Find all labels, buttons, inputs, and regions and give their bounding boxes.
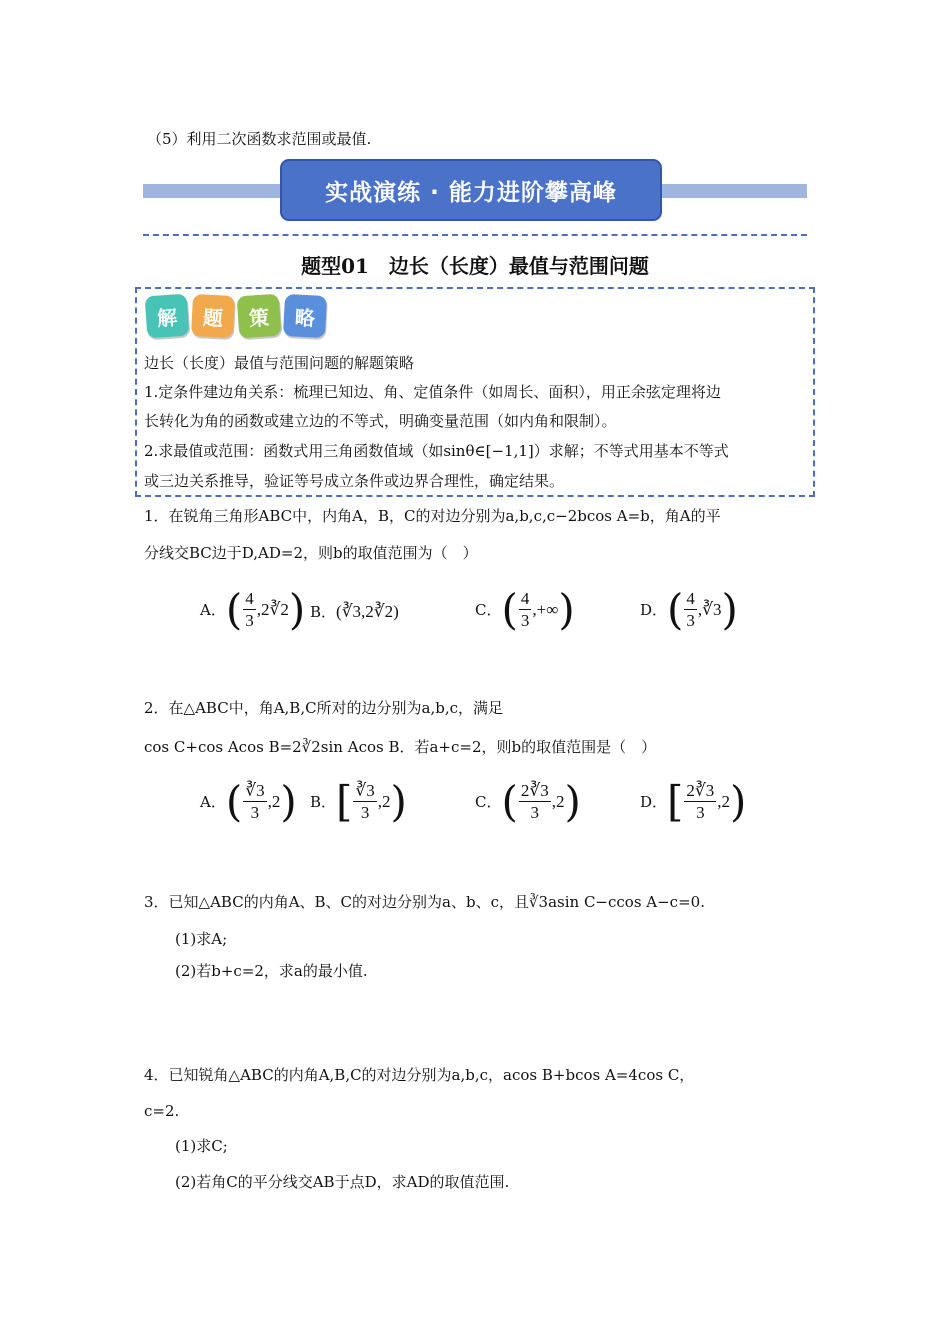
numerator: 2∛3 (520, 781, 549, 800)
right-paren: ) (280, 776, 297, 826)
banner-title: 实战演练 · 能力进阶攀高峰 (325, 179, 617, 206)
option-text: (∛3,2∛2) (336, 601, 399, 621)
numerator: 4 (686, 589, 695, 608)
q2-option-a[interactable] (200, 776, 297, 826)
option-right: ,2∛2 (256, 599, 289, 619)
numerator: 4 (520, 589, 530, 608)
q3-stem: 3．已知△ABC的内角A、B、C的对边分别为a、b、c，且∛3asin C−ccos A−c=0. (144, 893, 705, 911)
q2-option-b[interactable] (310, 776, 407, 826)
option-label: D． (640, 793, 668, 811)
strategy-badge-2: 题 (191, 294, 235, 338)
q2-stem-line2: cos C+cos Acos B=2∛2sin Acos B．若a+c=2，则b的取值范围是（ ） (144, 738, 657, 756)
q1-option-b[interactable] (310, 601, 399, 622)
numerator: 4 (245, 589, 254, 608)
section-title: 题型01 边长（长度）最值与范围问题 (301, 254, 649, 278)
fraction (353, 780, 376, 823)
strategy-line-2a: 2.求最值或范围：函数式用三角函数值域（如sinθ∈[−1,1]）求解；不等式用基本不等式 (144, 442, 729, 460)
option-right: ,2 (267, 791, 281, 811)
fraction (519, 780, 551, 823)
fraction (684, 780, 716, 823)
fraction (243, 588, 256, 631)
numerator: ∛3 (245, 781, 265, 800)
right-paren: ) (730, 776, 747, 826)
right-paren: ) (721, 584, 738, 634)
right-paren: ) (288, 584, 306, 634)
strategy-line-1a: 1.定条件建边角关系：梳理已知边、角、定值条件（如周长、面积），用正余弦定理将边 (144, 383, 721, 401)
strategy-badge-1: 解 (145, 294, 190, 339)
q1-option-c[interactable] (475, 584, 575, 634)
q2-option-c[interactable] (475, 776, 581, 826)
denominator: 3 (250, 803, 260, 822)
denominator: 3 (686, 611, 695, 630)
q3-part-1: (1)求A; (175, 930, 228, 948)
option-right: ,2 (551, 791, 565, 811)
numerator: ∛3 (355, 781, 375, 800)
top-note: （5）利用二次函数求范围或最值. (147, 130, 372, 148)
option-right: ,+∞ (532, 599, 559, 619)
option-label: B． (310, 793, 337, 811)
q3-part-2: (2)若b+c=2，求a的最小值. (175, 962, 368, 980)
option-right: ,2 (717, 791, 731, 811)
denominator: 3 (520, 611, 530, 630)
option-label: B． (310, 603, 337, 621)
left-paren: ( (667, 584, 684, 634)
option-label: C． (475, 793, 502, 811)
banner (280, 159, 662, 221)
q1-stem-line2: 分线交BC边于D,AD=2，则b的取值范围为（ ） (144, 544, 478, 562)
q4-part-2: (2)若角C的平分线交AB于点D，求AD的取值范围. (175, 1173, 510, 1191)
fraction (519, 588, 532, 631)
section-divider (143, 234, 807, 236)
q1-option-d[interactable] (640, 584, 738, 634)
left-paren: ( (225, 584, 243, 634)
option-right: ,∛3 (697, 599, 722, 619)
denominator: 3 (696, 803, 705, 822)
q4-stem-line2: c=2. (144, 1102, 180, 1120)
right-paren: ) (390, 776, 407, 826)
numerator: 2∛3 (686, 781, 715, 800)
q2-option-d[interactable] (640, 776, 747, 826)
option-label: A． (200, 793, 226, 811)
denominator: 3 (360, 803, 370, 822)
strategy-line-2b: 或三边关系推导，验证等号成立条件或边界合理性，确定结果。 (144, 472, 565, 490)
q2-stem-line1: 2．在△ABC中，角A,B,C所对的边分别为a,b,c，满足 (144, 699, 504, 717)
strategy-badge-3: 策 (237, 294, 282, 339)
option-label: C． (475, 601, 502, 619)
option-label: D． (640, 601, 668, 619)
right-paren: ) (558, 584, 575, 634)
left-paren: ( (501, 776, 518, 826)
option-right: ,2 (377, 791, 391, 811)
q4-stem-line1: 4．已知锐角△ABC的内角A,B,C的对边分别为a,b,c，acos B+bcos A=4cos C， (144, 1066, 695, 1084)
fraction (243, 780, 266, 823)
left-paren: ( (225, 776, 243, 826)
fraction (684, 588, 697, 631)
strategy-line-1b: 长转化为角的函数或建立边的不等式，明确变量范围（如内角和限制）。 (144, 412, 617, 430)
strategy-badge-4: 略 (283, 294, 327, 338)
right-paren: ) (564, 776, 581, 826)
q1-stem-line1: 1．在锐角三角形ABC中，内角A，B，C的对边分别为a,b,c,c−2bcos A=b，角A的平 (144, 507, 721, 525)
q4-part-1: (1)求C; (175, 1137, 228, 1155)
option-label: A． (200, 601, 226, 619)
denominator: 3 (530, 803, 540, 822)
strategy-heading: 边长（长度）最值与范围问题的解题策略 (144, 354, 415, 372)
denominator: 3 (245, 611, 254, 630)
left-paren: ( (501, 584, 518, 634)
q1-option-a[interactable] (200, 584, 306, 634)
left-bracket: [ (336, 776, 353, 826)
left-bracket: [ (667, 776, 684, 826)
